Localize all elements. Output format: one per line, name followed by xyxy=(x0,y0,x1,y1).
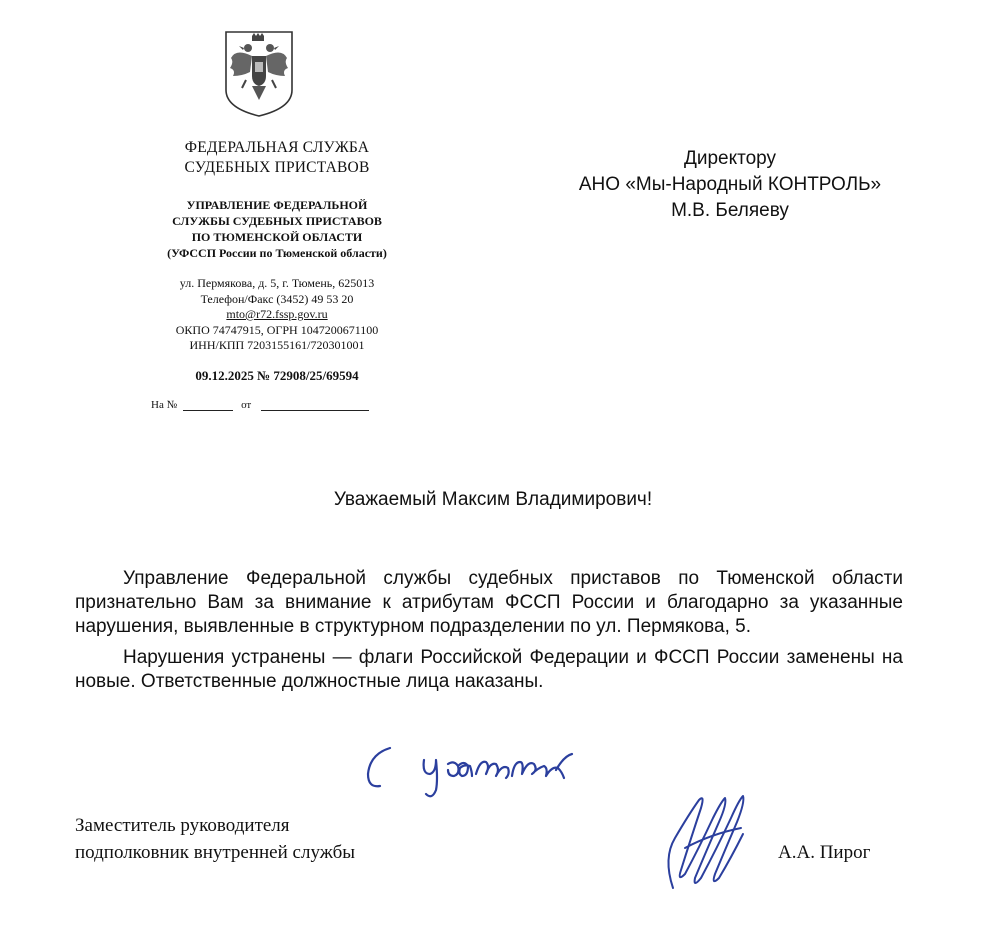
signer-name: А.А. Пирог xyxy=(778,842,871,863)
reference-date-blank xyxy=(261,399,369,411)
reference-line xyxy=(151,399,369,411)
department-line2: СЛУЖБЫ СУДЕБНЫХ ПРИСТАВОВ xyxy=(172,214,382,228)
department-line3: ПО ТЮМЕНСКОЙ ОБЛАСТИ xyxy=(191,230,363,244)
reference-number-blank xyxy=(183,399,233,411)
okpo-line: ОКПО 74747915, ОГРН 1047200671100 xyxy=(175,322,379,337)
addressee-name: М.В. Беляеву xyxy=(671,200,789,221)
salutation: Уважаемый Максим Владимирович! xyxy=(333,489,653,510)
reference-prefix: На № xyxy=(151,399,178,411)
signer-position-line1: Заместитель руководителя xyxy=(75,815,290,836)
signature-icon xyxy=(655,778,755,898)
outgoing-number: 09.12.2025 № 72908/25/69594 xyxy=(195,368,359,383)
department-line4: (УФССП России по Тюменской области) xyxy=(167,246,387,260)
address-line: ул. Пермякова, д. 5, г. Тюмень, 625013 xyxy=(179,276,375,290)
letter-body xyxy=(75,567,903,701)
department-name xyxy=(140,197,414,261)
contact-details xyxy=(140,276,414,354)
addressee-position: Директору xyxy=(683,148,777,169)
signer-position xyxy=(75,812,355,866)
body-paragraph-2: Нарушения устранены — флаги Российской Федерации и ФССП России заменены на новые. Ответственные должностные лица наказаны. xyxy=(75,647,903,692)
handwritten-note-icon xyxy=(360,740,600,810)
department-line1: УПРАВЛЕНИЕ ФЕДЕРАЛЬНОЙ xyxy=(186,198,368,212)
signer-position-line2: подполковник внутренней службы xyxy=(75,842,356,863)
addressee-block xyxy=(520,146,940,224)
inn-line: ИНН/КПП 7203155161/720301001 xyxy=(189,338,365,352)
agency-name xyxy=(140,138,414,178)
reference-from: от xyxy=(241,399,252,411)
email-link[interactable]: mto@r72.fssp.gov.ru xyxy=(226,307,328,321)
body-paragraph-1: Управление Федеральной службы судебных приставов по Тюменской области признательно Вам за внимание к атрибутам ФССП России и благодарно за указанные нарушения, выявленные в структурном подразделении по ул. Пермякова, 5. xyxy=(75,568,903,637)
addressee-organization: АНО «Мы-Народный КОНТРОЛЬ» xyxy=(578,174,882,195)
phone-line: Телефон/Факс (3452) 49 53 20 xyxy=(200,291,354,306)
agency-name-line2: СУДЕБНЫХ ПРИСТАВОВ xyxy=(184,159,370,176)
coat-of-arms-icon xyxy=(222,28,296,118)
agency-name-line1: ФЕДЕРАЛЬНАЯ СЛУЖБА xyxy=(184,139,370,156)
